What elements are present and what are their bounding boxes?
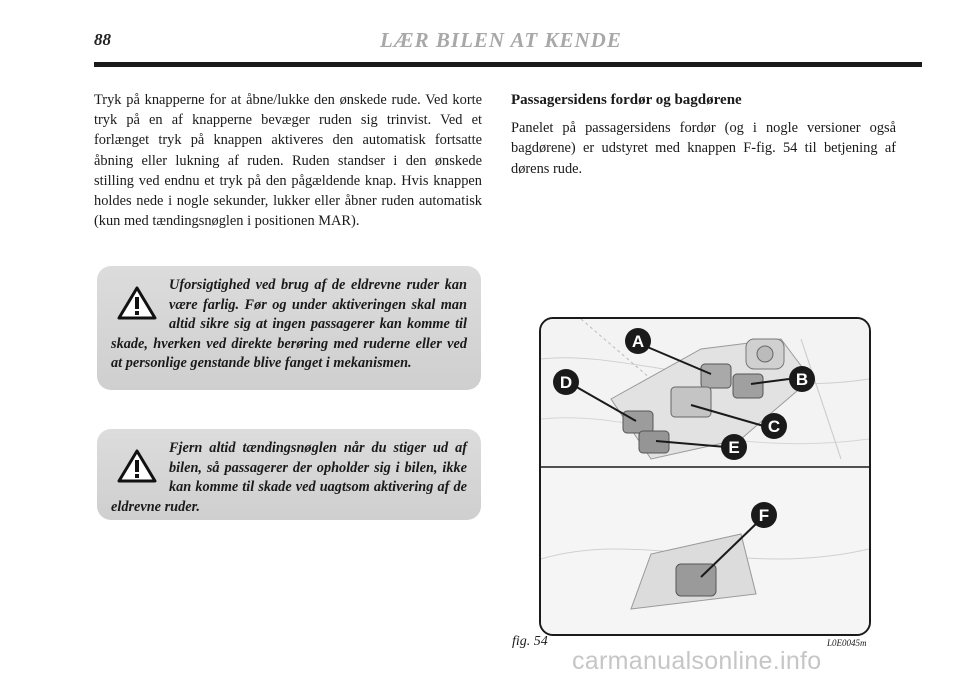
page-number: 88 [94,30,111,49]
callout-b [789,366,815,392]
svg-text:E: E [728,438,740,457]
section-body: Panelet på passagersidens fordør (og i nogle versioner også bagdørene) er udstyret med knappen F-fig. 54 til betjening af dørens rude. [511,120,896,177]
warning-triangle-icon [117,286,157,320]
running-header: LÆR BILEN AT KENDE [380,28,622,52]
warning-text-1: Uforsigtighed ved brug af de eldrevne ruder kan være farlig. Før og under aktiveringen skal man altid sikre sig at ingen passagerer kan komme til skade, hverken ved direkte berøring med ruderne eller ved at personlige genstande blive fanget i mekanismen. [111,277,467,371]
warning-triangle-icon [117,449,157,483]
callout-a [625,328,651,354]
callout-d [553,369,579,395]
left-column-text: Tryk på knapperne for at åbne/lukke den ønskede rude. Ved korte tryk på en af knapperne bevæger ruden sig trinvist. Ved et forlænget tryk på knappen aktiveres den automatisk fortsatte åbning eller lukning af ruden. Ruden standser i den ønskede stilling ved endnu et tryk på den pågældende knap. Hvis knappen holdes nede i nogle sekunder, lukker eller åbner ruden automatisk (kun med tændingsnøglen i positionen MAR). [94,92,482,230]
callout-e [721,434,747,460]
warning-box-2 [97,429,481,520]
figure-illustration [541,319,869,634]
right-column [511,90,896,179]
svg-text:F: F [758,506,770,525]
svg-text:A: A [631,332,645,351]
watermark[interactable]: carmanualsonline.info [572,647,822,675]
figure-54 [539,317,871,636]
callout-c [761,413,787,439]
warning-box-1 [97,266,481,390]
figure-code: L0E0045m [827,638,867,648]
figure-caption: fig. 54 [512,634,548,649]
header-rule [94,62,922,67]
svg-text:B: B [795,370,809,389]
callout-f [751,502,777,528]
section-heading: Passagersidens fordør og bagdørene [511,92,742,108]
svg-text:D: D [559,373,573,392]
svg-text:C: C [767,417,781,436]
warning-text-2: Fjern altid tændingsnøglen når du stiger ud af bilen, så passagerer der opholder sig i bilen, ikke kan komme til skade ved uagtsom aktivering af de eldrevne ruder. [111,440,467,515]
